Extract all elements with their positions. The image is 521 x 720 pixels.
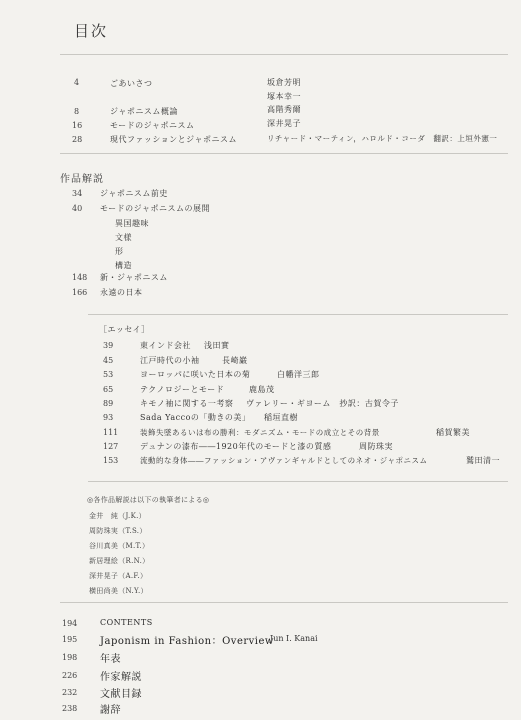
essay-author: 周防珠実 xyxy=(359,442,393,451)
contributor-item: 深井晃子（A.F.） xyxy=(89,572,148,580)
divider xyxy=(60,54,508,55)
essay-author: 鹿島茂 xyxy=(249,385,275,394)
toc-page-number: 65 xyxy=(103,385,114,394)
toc-page-number: 16 xyxy=(72,121,83,130)
toc-entry-title: 現代ファッションとジャポニスム xyxy=(110,135,238,144)
essay-title: デュナンの漆布――1920年代のモードと漆の質感 xyxy=(140,442,332,451)
toc-subentry-title: 文様 xyxy=(115,233,132,242)
contributor-item: 横田尚美（N.Y.） xyxy=(89,587,148,595)
page-title: 目次 xyxy=(74,22,109,40)
toc-entry-author: 高階秀爾 xyxy=(267,105,301,114)
essay-author: 稲賀繁美 xyxy=(436,428,470,437)
essay-author: 長崎巌 xyxy=(222,356,248,365)
toc-page-number: 39 xyxy=(103,341,114,350)
contributor-item: 谷川真美（M.T.） xyxy=(89,542,150,550)
essay-author: 鷲田清一 xyxy=(466,456,500,465)
toc-entry-author: 坂倉芳明 xyxy=(267,78,301,87)
divider xyxy=(88,481,508,482)
essay-title: Sada Yaccoの「動きの美」 xyxy=(140,413,251,422)
toc-subentry-title: 異国趣味 xyxy=(115,219,149,228)
divider xyxy=(60,153,508,154)
toc-page-number: 4 xyxy=(74,78,80,87)
toc-page-number: 153 xyxy=(103,456,119,465)
toc-entry-title: 謝辞 xyxy=(100,705,121,716)
toc-entry-title: 新・ジャポニスム xyxy=(100,273,168,282)
essay-title: 江戸時代の小袖 xyxy=(140,356,200,365)
toc-page-number: 89 xyxy=(103,399,114,408)
toc-page-number: 111 xyxy=(103,428,119,437)
toc-page-number: 93 xyxy=(103,413,114,422)
toc-page-number: 238 xyxy=(62,704,78,713)
toc-entry-title: Japonism in Fashion：Overview xyxy=(100,636,274,647)
toc-page-number: 232 xyxy=(62,688,78,697)
toc-page-number: 127 xyxy=(103,442,119,451)
toc-entry-author: Jun I. Kanai xyxy=(270,634,318,643)
toc-page-number: 148 xyxy=(72,273,88,282)
toc-entry-title: CONTENTS xyxy=(100,618,153,627)
toc-entry-author: リチャード・マーティン，ハロルド・コーダ 翻訳：上垣外憲一 xyxy=(267,134,498,143)
essay-author: 稲垣直樹 xyxy=(264,413,298,422)
contributors-heading: ◎各作品解説は以下の執筆者による◎ xyxy=(87,496,210,504)
essay-author: 浅田實 xyxy=(204,341,230,350)
toc-page-number: 45 xyxy=(103,356,114,365)
toc-page-number: 166 xyxy=(72,288,88,297)
contributor-item: 新居理絵（R.N.） xyxy=(89,557,150,565)
toc-page-number: 53 xyxy=(103,370,114,379)
essay-title: 流動的な身体――ファッション・アヴァンギャルドとしてのネオ・ジャポニスム xyxy=(140,456,428,465)
section-heading: 作品解説 xyxy=(60,174,104,185)
contributor-item: 金井 純（J.K.） xyxy=(89,512,146,520)
contributor-item: 周防珠実（T.S.） xyxy=(89,527,147,535)
toc-entry-title: ジャポニスム前史 xyxy=(100,189,168,198)
toc-page-number: 226 xyxy=(62,671,78,680)
essay-title: ヨーロッパに咲いた日本の菊 xyxy=(140,370,251,379)
toc-page-number: 198 xyxy=(62,653,78,662)
essay-heading: ［エッセイ］ xyxy=(99,325,150,334)
toc-entry-author: 塚本幸一 xyxy=(267,92,301,101)
toc-entry-title: ジャポニスム概論 xyxy=(110,107,178,116)
toc-page-number: 8 xyxy=(74,107,80,116)
toc-entry-author: 深井晃子 xyxy=(267,119,301,128)
essay-title: 東インド会社 xyxy=(140,341,191,350)
toc-page-number: 195 xyxy=(62,635,78,644)
toc-entry-title: モードのジャポニスムの展開 xyxy=(100,204,211,213)
divider xyxy=(60,602,508,603)
essay-title: キモノ袖に関する一考察 xyxy=(140,399,234,408)
toc-subentry-title: 構造 xyxy=(115,261,132,270)
toc-page-number: 40 xyxy=(72,204,83,213)
toc-entry-title: 永遠の日本 xyxy=(100,288,143,297)
toc-entry-title: 年表 xyxy=(100,654,121,665)
toc-entry-title: 文献目録 xyxy=(100,689,142,700)
toc-page-number: 194 xyxy=(62,619,78,628)
toc-subentry-title: 形 xyxy=(115,247,124,256)
essay-author: 白幡洋三郎 xyxy=(277,370,320,379)
toc-page-number: 34 xyxy=(72,189,83,198)
toc-entry-title: 作家解説 xyxy=(100,672,142,683)
divider xyxy=(88,314,508,315)
toc-entry-title: モードのジャポニスム xyxy=(110,121,195,130)
toc-page-number: 28 xyxy=(72,135,83,144)
essay-title: 装飾失墜あるいは布の勝利：モダニズム・モードの成立とその背景 xyxy=(140,428,380,437)
essay-title: テクノロジーとモード xyxy=(140,385,225,394)
essay-author: ヴァレリー・ギヨーム 抄訳：古賀令子 xyxy=(246,399,399,408)
toc-entry-title: ごあいさつ xyxy=(110,79,153,88)
